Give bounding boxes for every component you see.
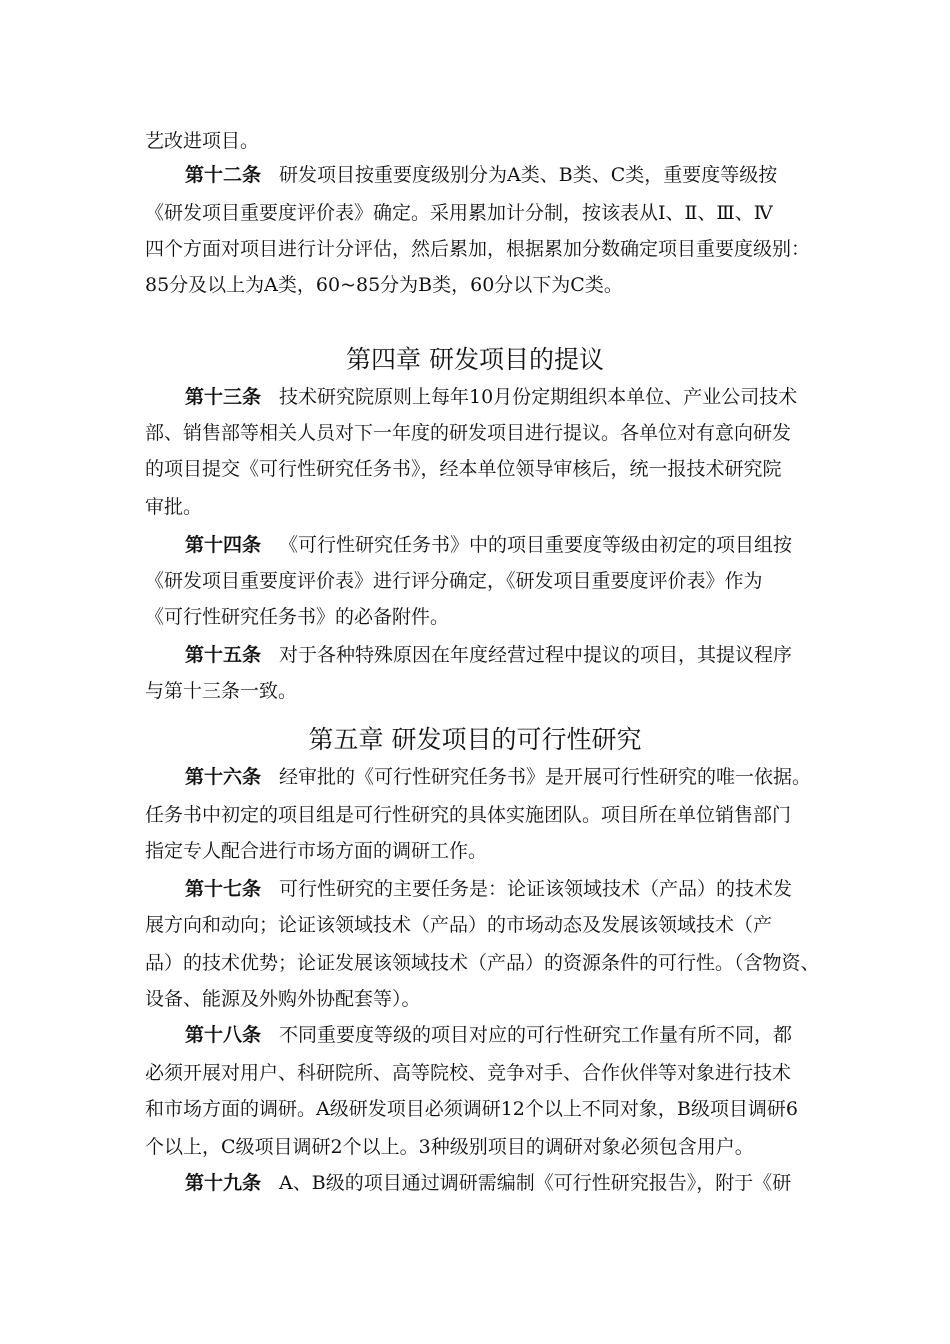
text-line: 品）的技术优势；论证发展该领域技术（产品）的资源条件的可行性。（含物资、	[145, 952, 820, 974]
article-text: 不同重要度等级的项目对应的可行性研究工作量有所不同，都	[279, 1024, 793, 1046]
article-14-line	[185, 528, 825, 562]
text-line: 任务书中初定的项目组是可行性研究的具体实施团队。项目所在单位销售部门	[145, 804, 792, 826]
text-line: 与第十三条一致。	[145, 680, 298, 702]
article-number: 第十五条	[185, 644, 262, 666]
article-text: 对于各种特殊原因在年度经营过程中提议的项目，其提议程序	[279, 644, 793, 666]
text-line: 审批。	[145, 496, 203, 518]
text-line: 85分及以上为A类，60~85分为B类，60分以下为C类。	[145, 274, 623, 296]
text-line: 的项目提交《可行性研究任务书》，经本单位领导审核后，统一报技术研究院	[145, 458, 782, 480]
article-18-line	[185, 1018, 825, 1052]
article-number: 第十七条	[185, 878, 262, 900]
article-number: 第十三条	[185, 386, 262, 408]
article-text: A、B级的项目通过调研需编制《可行性研究报告》，附于《研	[279, 1172, 792, 1194]
article-17-line	[185, 872, 825, 906]
chapter-heading: 第五章 研发项目的可行性研究	[308, 725, 642, 754]
chapter-heading: 第四章 研发项目的提议	[346, 345, 604, 374]
text-line: 《可行性研究任务书》的必备附件。	[145, 606, 450, 628]
article-13-line	[185, 380, 825, 414]
article-number: 第十二条	[185, 164, 262, 186]
text-line: 必须开展对用户、科研院所、高等院校、竞争对手、合作伙伴等对象进行技术	[145, 1062, 792, 1084]
text-line: 设备、能源及外购外协配套等）。	[145, 988, 421, 1010]
article-12-line	[185, 158, 825, 192]
text-line: 展方向和动向；论证该领域技术（产品）的市场动态及发展该领域技术（产	[145, 914, 773, 936]
article-number: 第十四条	[185, 534, 262, 556]
article-number: 第十九条	[185, 1172, 262, 1194]
article-number: 第十八条	[185, 1024, 262, 1046]
article-number: 第十六条	[185, 766, 262, 788]
text-line: 艺改进项目。	[145, 130, 260, 152]
text-line: 《研发项目重要度评价表》进行评分确定，《研发项目重要度评价表》作为	[145, 570, 763, 592]
text-line: 个以上，C级项目调研2个以上。3种级别项目的调研对象必须包含用户。	[145, 1136, 754, 1158]
article-text: 研发项目按重要度级别分为A类、B类、C类，重要度等级按	[279, 164, 778, 186]
text-line: 和市场方面的调研。A级研发项目必须调研12个以上不同对象，B级项目调研6	[145, 1098, 798, 1120]
article-text: 《可行性研究任务书》中的项目重要度等级由初定的项目组按	[279, 534, 793, 556]
article-19-line	[185, 1166, 825, 1200]
text-line: 四个方面对项目进行计分评估，然后累加，根据累加分数确定项目重要度级别：	[145, 238, 811, 260]
article-text: 经审批的《可行性研究任务书》是开展可行性研究的唯一依据。	[279, 766, 812, 788]
text-line: 《研发项目重要度评价表》确定。采用累加计分制，按该表从Ⅰ、Ⅱ、Ⅲ、Ⅳ	[145, 202, 773, 224]
article-text: 技术研究院原则上每年10月份定期组织本单位、产业公司技术	[279, 386, 798, 408]
article-15-line	[185, 638, 825, 672]
text-line: 部、销售部等相关人员对下一年度的研发项目进行提议。各单位对有意向研发	[145, 422, 792, 444]
article-16-line	[185, 760, 825, 794]
text-line: 指定专人配合进行市场方面的调研工作。	[145, 840, 488, 862]
article-text: 可行性研究的主要任务是：论证该领域技术（产品）的技术发	[279, 878, 793, 900]
